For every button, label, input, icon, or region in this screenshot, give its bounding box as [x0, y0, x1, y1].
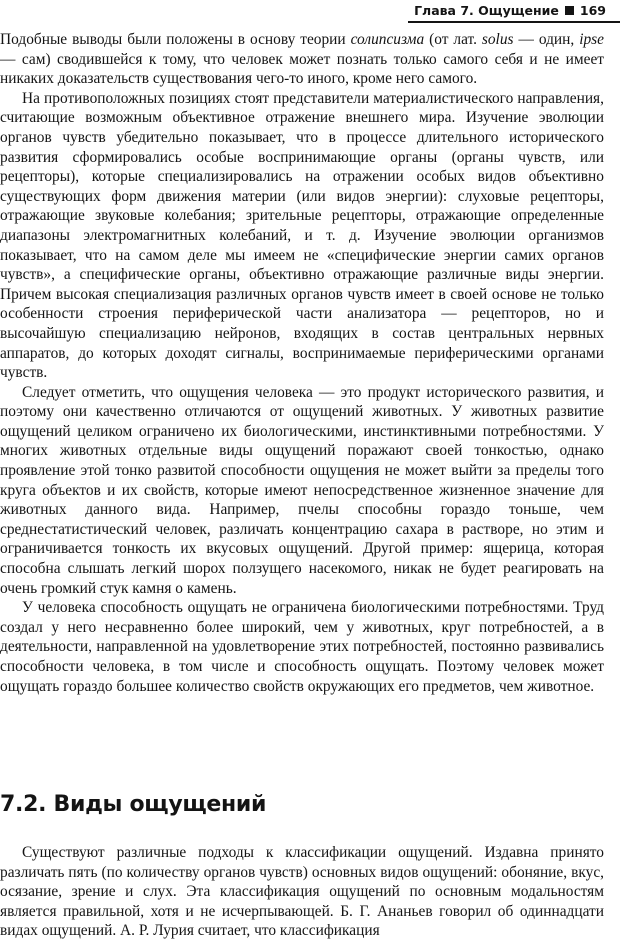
paragraph-3: [0, 383, 604, 599]
text-run: — сам) сводившейся к тому, что человек может познать только самого себя и не имеет никаких доказательств существования чего-то иного, кроме него самого.: [0, 50, 604, 88]
section-heading: 7.2. Виды ощущений: [0, 792, 267, 817]
header-rule: [408, 21, 620, 23]
text-run: (от лат.: [424, 31, 482, 48]
chapter-title: Глава 7. Ощущение: [414, 2, 559, 18]
text-run: — один,: [513, 31, 580, 48]
section-paragraph-1: [0, 843, 604, 941]
text-run: Существуют различные подходы к классификации ощущений. Издавна принято различать пять (по количеству органов чувств) основных видов ощущений: обоняние, вкус, осязание, зрение и слух. Эта классификация ощущений по основным модальностям является правильной, хотя и не исчерпывающей. Б. Г. Ананьев говорил об одиннадцати видах ощущений. А. Р. Лурия считает, что классификация: [0, 844, 604, 940]
italic-term: ipse: [579, 31, 604, 48]
running-header: [414, 0, 606, 20]
text-run: Подобные выводы были положены в основу теории: [0, 31, 351, 48]
square-bullet-icon: [565, 6, 574, 15]
paragraph-1: [0, 30, 604, 89]
text-run: У человека способность ощущать не ограничена биологическими потребностями. Труд создал у него несравненно более широкий, чем у животных, круг потребностей, а в деятельности, направленной на удовлетворение этих потребностей, постоянно развивались способности человека, в том числе и способность ощущать. Поэтому человек может ощущать гораздо большее количество свойств окружающих его предметов, чем животное.: [0, 599, 604, 695]
page-number: 169: [579, 2, 606, 18]
text-run: На противоположных позициях стоят представители материалистического направления, считающие возможным объективное отражение внешнего мира. Изучение эволюции органов чувств убедительно показывает, что в процессе длительного исторического развития сформировались особые воспринимающие органы (органы чувств, или рецепторы), которые специализировались на отражении особых видов объективно существующих форм движения материи (или видов энергии): слуховые рецепторы, отражающие звуковые колебания; зрительные рецепторы, отражающие определенные диапазоны электромагнитных колебаний, и т. д. Изучение эволюции организмов показывает, что на самом деле мы имеем не «специфические энергии самих органов чувств», а специфические органы, объективно отражающие различные виды энергии. Причем высокая специализация различных органов чувств имеет в своей основе не только особенности строения периферической части анализатора — рецепторов, но и высочайшую специализацию нейронов, входящих в состав центральных нервных аппаратов, до которых доходят сигналы, воспринимаемые периферическими органами чувств.: [0, 89, 604, 382]
text-run: Следует отметить, что ощущения человека — это продукт исторического развития, и поэтому они качественно отличаются от ощущений животных. У животных развитие ощущений целиком ограничено их биологическими, инстинктивными потребностями. У многих животных отдельные виды ощущений поражают своей тонкостью, однако проявление этой тонко развитой способности ощущения не может выйти за пределы того круга объектов и их свойств, которые имеют непосредственное жизненное значение для животных данного вида. Например, пчелы способны гораздо тоньше, чем среднестатистический человек, различать концентрацию сахара в растворе, но этим и ограничивается тонкость их вкусовых ощущений. Другой пример: ящерица, которая способна слышать легкий шорох ползущего насекомого, никак не будет реагировать на очень громкий стук камня о камень.: [0, 383, 604, 597]
italic-term: solus: [481, 31, 514, 48]
italic-term: солипсизма: [350, 31, 425, 48]
paragraph-2: [0, 89, 604, 383]
paragraph-4: [0, 598, 604, 696]
section-text-block: [0, 843, 604, 941]
body-text-block: [0, 30, 604, 696]
